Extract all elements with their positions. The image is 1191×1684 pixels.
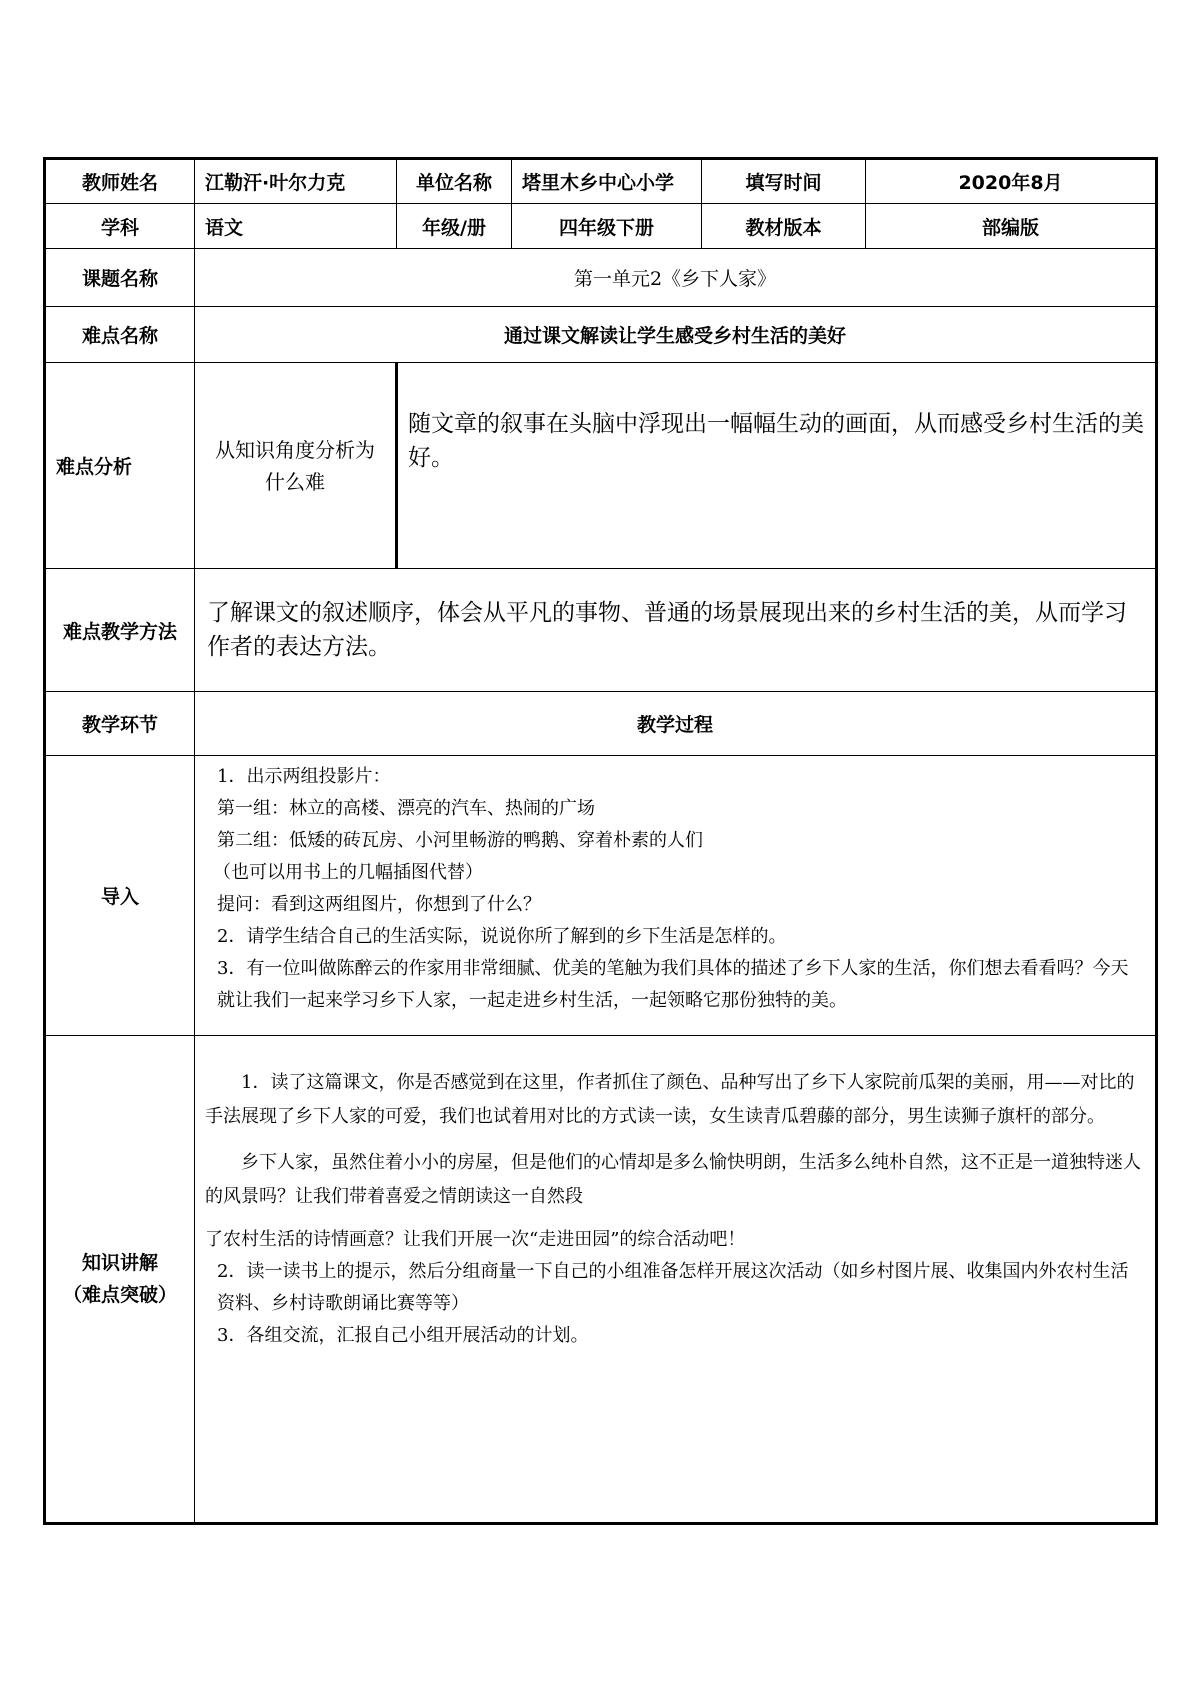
intro-label: 导入 — [45, 756, 195, 1036]
knowledge-line-3: 了农村生活的诗情画意？让我们开展一次“走进田园”的综合活动吧！ — [205, 1229, 746, 1250]
intro-line-1: 1．出示两组投影片： — [217, 765, 391, 787]
header-row-2 — [45, 204, 1157, 249]
knowledge-row — [45, 1036, 1157, 1524]
knowledge-label-line1: 知识讲解 — [81, 1252, 158, 1274]
edition-label: 教材版本 — [702, 204, 866, 249]
difficulty-row — [45, 307, 1157, 363]
grade-label: 年级/册 — [397, 204, 512, 249]
edition-value: 部编版 — [866, 204, 1157, 249]
analysis-row — [45, 363, 1157, 569]
analysis-sub-label: 从知识角度分析为什么难 — [195, 363, 397, 569]
fill-time-value: 2020年8月 — [866, 159, 1157, 204]
fill-time-label: 填写时间 — [702, 159, 866, 204]
knowledge-para-1: 1．读了这篇课文，你是否感觉到在这里，作者抓住了颜色、品种写出了乡下人家院前瓜架的美丽，用——对比的手法展现了乡下人家的可爱，我们也试着用对比的方式读一读，女生读青瓜碧藤的部分，男生读狮子旗杆的部分。 — [205, 1072, 1135, 1127]
unit-name-label: 单位名称 — [397, 159, 512, 204]
knowledge-content — [195, 1036, 1157, 1524]
teacher-name-value: 江勒汗·叶尔力克 — [195, 159, 397, 204]
method-label: 难点教学方法 — [45, 569, 195, 692]
intro-line-3: 第二组：低矮的砖瓦房、小河里畅游的鸭鹅、穿着朴素的人们 — [217, 829, 703, 851]
analysis-text: 随文章的叙事在头脑中浮现出一幅幅生动的画面，从而感受乡村生活的美好。 — [397, 363, 1157, 569]
unit-name-value: 塔里木乡中心小学 — [512, 159, 702, 204]
knowledge-label-line2: （难点突破） — [62, 1284, 177, 1306]
knowledge-label — [45, 1036, 195, 1524]
lesson-plan-table — [43, 157, 1158, 1525]
grade-value: 四年级下册 — [512, 204, 702, 249]
intro-line-4: （也可以用书上的几幅插图代替） — [213, 861, 483, 883]
analysis-label: 难点分析 — [45, 363, 195, 569]
difficulty-label: 难点名称 — [45, 307, 195, 363]
teacher-name-label: 教师姓名 — [45, 159, 195, 204]
stage-label: 教学环节 — [45, 692, 195, 756]
knowledge-line-5: 3．各组交流，汇报自己小组开展活动的计划。 — [217, 1325, 589, 1346]
difficulty-value: 通过课文解读让学生感受乡村生活的美好 — [195, 307, 1157, 363]
process-header-row — [45, 692, 1157, 756]
intro-content — [195, 756, 1157, 1036]
topic-value: 第一单元2《乡下人家》 — [195, 249, 1157, 307]
subject-value: 语文 — [195, 204, 397, 249]
method-row — [45, 569, 1157, 692]
intro-line-6: 2．请学生结合自己的生活实际，说说你所了解到的乡下生活是怎样的。 — [217, 925, 787, 947]
subject-label: 学科 — [45, 204, 195, 249]
knowledge-para-2: 乡下人家，虽然住着小小的房屋，但是他们的心情却是多么愉快明朗，生活多么纯朴自然，这不正是一道独特迷人的风景吗？让我们带着喜爱之情朗读这一自然段 — [205, 1152, 1141, 1207]
intro-line-2: 第一组：林立的高楼、漂亮的汽车、热闹的广场 — [217, 797, 595, 819]
intro-line-5: 提问：看到这两组图片，你想到了什么？ — [217, 893, 541, 915]
topic-row — [45, 249, 1157, 307]
intro-line-7: 3．有一位叫做陈醉云的作家用非常细腻、优美的笔触为我们具体的描述了乡下人家的生活，你们想去看看吗？今天就让我们一起来学习乡下人家，一起走进乡村生活，一起领略它那份独特的美。 — [217, 957, 1129, 1011]
header-row-1 — [45, 159, 1157, 204]
intro-row — [45, 756, 1157, 1036]
method-text: 了解课文的叙述顺序，体会从平凡的事物、普通的场景展现出来的乡村生活的美，从而学习作者的表达方法。 — [195, 569, 1157, 692]
topic-label: 课题名称 — [45, 249, 195, 307]
process-label: 教学过程 — [195, 692, 1157, 756]
knowledge-line-4: 2．读一读书上的提示，然后分组商量一下自己的小组准备怎样开展这次活动（如乡村图片展、收集国内外农村生活资料、乡村诗歌朗诵比赛等等） — [217, 1261, 1129, 1314]
